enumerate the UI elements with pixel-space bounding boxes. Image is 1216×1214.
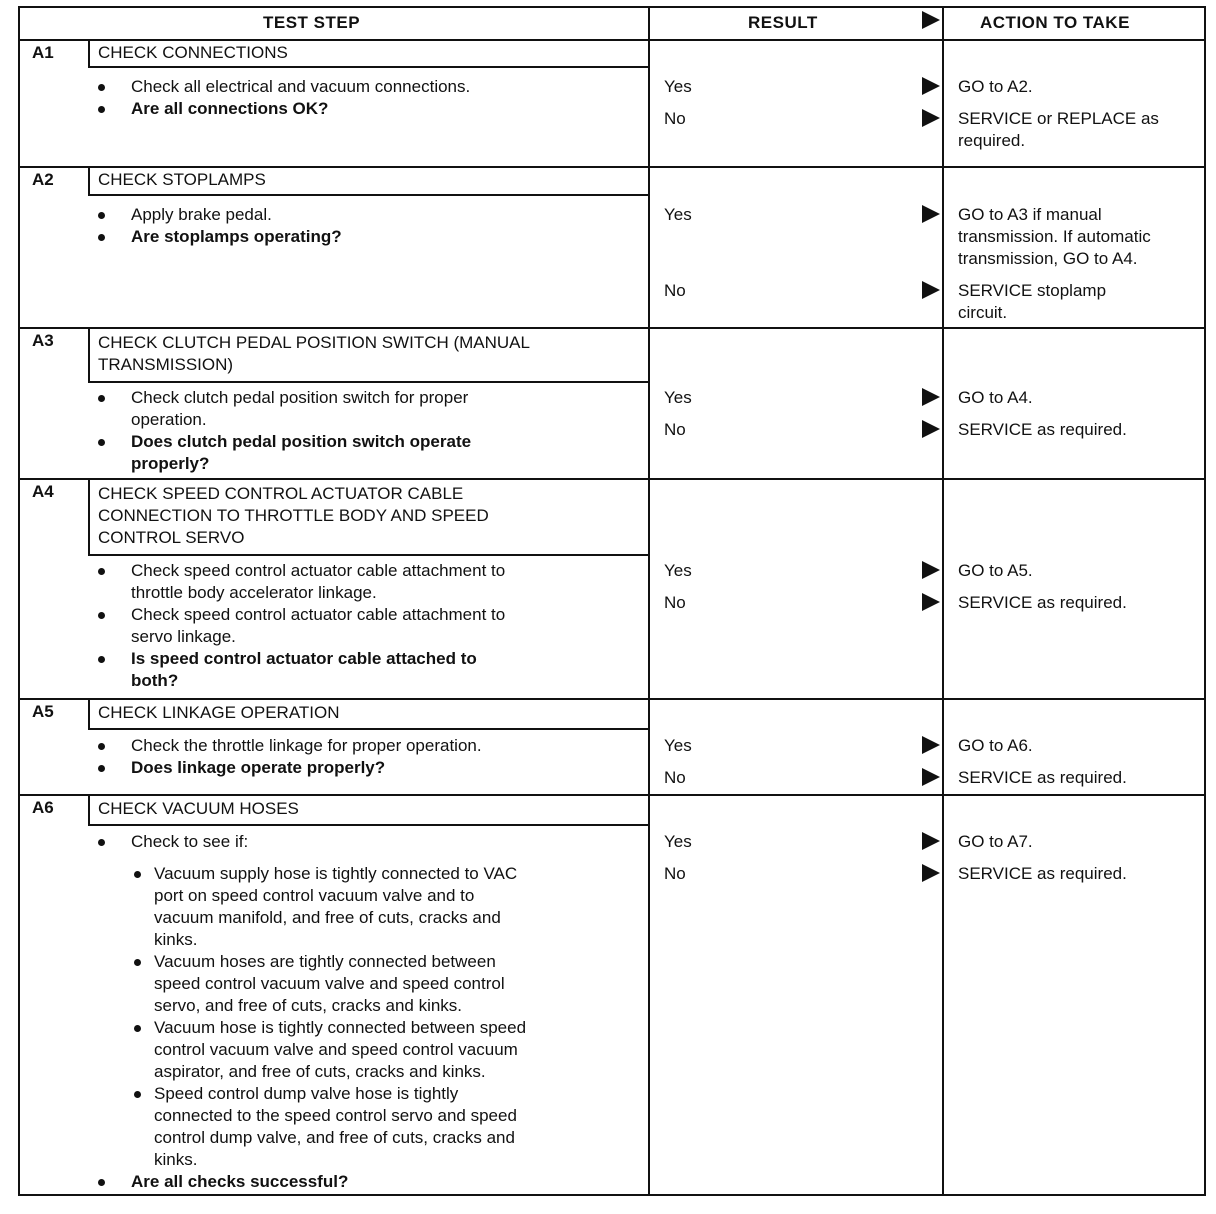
step-id-divider: [88, 39, 90, 66]
step-title: CHECK VACUUM HOSES: [98, 799, 299, 818]
result-label: No: [664, 768, 686, 787]
step-id: A4: [32, 482, 54, 501]
action-column-divider: [942, 6, 944, 1196]
step-separator: [18, 327, 1206, 329]
header-result: RESULT: [748, 13, 818, 32]
bullet-text: Are all connections OK?: [131, 99, 329, 118]
bullet-text: Is speed control actuator cable attached to: [131, 649, 477, 668]
bullet-icon: [134, 1025, 141, 1032]
step-id-divider: [88, 698, 90, 728]
bullet-text: kinks.: [154, 1150, 198, 1169]
result-arrow-icon: [922, 768, 940, 786]
result-arrow-icon: [922, 561, 940, 579]
bullet-icon: [98, 212, 105, 219]
action-text: GO to A3 if manual: [958, 205, 1102, 224]
bullet-icon: [98, 743, 105, 750]
bullet-text: Speed control dump valve hose is tightly: [154, 1084, 459, 1103]
action-text: SERVICE or REPLACE as: [958, 109, 1159, 128]
result-label: Yes: [664, 832, 692, 851]
action-text: transmission. If automatic: [958, 227, 1151, 246]
action-text: SERVICE as required.: [958, 420, 1127, 439]
bullet-text: Are all checks successful?: [131, 1172, 349, 1191]
bullet-icon: [98, 84, 105, 91]
result-arrow-icon: [922, 281, 940, 299]
bullet-text: properly?: [131, 454, 210, 473]
bullet-text: aspirator, and free of cuts, cracks and kinks.: [154, 1062, 486, 1081]
result-arrow-icon: [922, 864, 940, 882]
step-title: CONNECTION TO THROTTLE BODY AND SPEED: [98, 506, 489, 525]
bullet-text: Check all electrical and vacuum connections.: [131, 77, 471, 96]
action-text: SERVICE as required.: [958, 864, 1127, 883]
bullet-text: Apply brake pedal.: [131, 205, 272, 224]
bullet-text: servo linkage.: [131, 627, 236, 646]
step-id: A5: [32, 702, 54, 721]
step-id-divider: [88, 327, 90, 381]
step-title-underline: [88, 194, 648, 196]
result-label: Yes: [664, 388, 692, 407]
action-text: GO to A5.: [958, 561, 1033, 580]
action-text: GO to A2.: [958, 77, 1033, 96]
result-arrow-icon: [922, 77, 940, 95]
bullet-text: Check the throttle linkage for proper operation.: [131, 736, 482, 755]
bullet-text: Vacuum supply hose is tightly connected to VAC: [154, 864, 518, 883]
bullet-text: Check to see if:: [131, 832, 249, 851]
result-label: No: [664, 281, 686, 300]
bullet-text: operation.: [131, 410, 207, 429]
top-border: [18, 6, 1206, 8]
bullet-text: servo, and free of cuts, cracks and kinks.: [154, 996, 463, 1015]
result-arrow-icon: [922, 832, 940, 850]
bullet-icon: [98, 839, 105, 846]
action-text: SERVICE stoplamp: [958, 281, 1107, 300]
result-column-divider: [648, 6, 650, 1196]
bullet-text: control vacuum valve and speed control vacuum: [154, 1040, 518, 1059]
step-title: CHECK LINKAGE OPERATION: [98, 703, 340, 722]
result-arrow-icon: [922, 420, 940, 438]
step-id-divider: [88, 166, 90, 194]
bullet-text: port on speed control vacuum valve and to: [154, 886, 475, 905]
bullet-icon: [98, 1179, 105, 1186]
diagnostic-table: [18, 6, 1208, 1198]
bullet-text: throttle body accelerator linkage.: [131, 583, 377, 602]
step-title: CHECK SPEED CONTROL ACTUATOR CABLE: [98, 484, 464, 503]
action-text: required.: [958, 131, 1026, 150]
step-separator: [18, 478, 1206, 480]
step-id: A1: [32, 43, 54, 62]
bullet-icon: [134, 1091, 141, 1098]
header-action: ACTION TO TAKE: [980, 13, 1130, 32]
bullet-icon: [98, 656, 105, 663]
action-text: GO to A4.: [958, 388, 1033, 407]
result-arrow-icon: [922, 736, 940, 754]
result-label: No: [664, 420, 686, 439]
bullet-text: Does clutch pedal position switch operate: [131, 432, 472, 451]
action-text: SERVICE as required.: [958, 593, 1127, 612]
result-label: Yes: [664, 736, 692, 755]
bullet-text: control dump valve, and free of cuts, cracks and: [154, 1128, 515, 1147]
result-arrow-icon: [922, 109, 940, 127]
bullet-icon: [98, 612, 105, 619]
bullet-text: Vacuum hoses are tightly connected between: [154, 952, 496, 971]
result-label: No: [664, 109, 686, 128]
bullet-text: connected to the speed control servo and speed: [154, 1106, 517, 1125]
bullet-text: Check speed control actuator cable attachment to: [131, 605, 506, 624]
bullet-icon: [98, 106, 105, 113]
step-id: A6: [32, 798, 54, 817]
step-id: A3: [32, 331, 54, 350]
right-border: [1204, 6, 1206, 1196]
bullet-text: vacuum manifold, and free of cuts, cracks and: [154, 908, 501, 927]
action-text: GO to A6.: [958, 736, 1033, 755]
bullet-icon: [98, 234, 105, 241]
step-separator: [18, 794, 1206, 796]
step-title-underline: [88, 554, 648, 556]
bottom-border: [18, 1194, 1206, 1196]
action-text: SERVICE as required.: [958, 768, 1127, 787]
bullet-icon: [98, 765, 105, 772]
bullet-icon: [134, 871, 141, 878]
result-arrow-icon: [922, 593, 940, 611]
result-label: Yes: [664, 561, 692, 580]
step-title: CONTROL SERVO: [98, 528, 245, 547]
result-label: Yes: [664, 205, 692, 224]
bullet-text: Check speed control actuator cable attachment to: [131, 561, 506, 580]
action-text: GO to A7.: [958, 832, 1033, 851]
bullet-icon: [134, 959, 141, 966]
result-label: No: [664, 593, 686, 612]
left-border: [18, 6, 20, 1196]
result-arrow-icon: [922, 205, 940, 223]
result-label: No: [664, 864, 686, 883]
bullet-text: speed control vacuum valve and speed control: [154, 974, 505, 993]
bullet-icon: [98, 395, 105, 402]
bullet-text: kinks.: [154, 930, 198, 949]
result-arrow-icon: [922, 388, 940, 406]
bullet-text: Vacuum hose is tightly connected between speed: [154, 1018, 527, 1037]
step-title-underline: [88, 381, 648, 383]
step-title-underline: [88, 728, 648, 730]
step-id: A2: [32, 170, 54, 189]
header-test-step: TEST STEP: [263, 13, 361, 32]
step-separator: [18, 166, 1206, 168]
action-text: transmission, GO to A4.: [958, 249, 1138, 268]
step-title: CHECK CONNECTIONS: [98, 42, 288, 62]
step-id-divider: [88, 478, 90, 554]
bullet-icon: [98, 439, 105, 446]
step-title: CHECK STOPLAMPS: [98, 170, 266, 189]
bullet-text: Does linkage operate properly?: [131, 758, 386, 777]
bullet-text: Are stoplamps operating?: [131, 227, 342, 246]
step-title-underline: [88, 824, 648, 826]
step-separator: [18, 698, 1206, 700]
result-label: Yes: [664, 77, 692, 96]
bullet-icon: [98, 568, 105, 575]
step-title: CHECK CLUTCH PEDAL POSITION SWITCH (MANUAL: [98, 333, 530, 352]
step-title-underline: [88, 66, 648, 68]
action-text: circuit.: [958, 303, 1008, 322]
header-arrow-icon: [922, 11, 940, 29]
step-title: TRANSMISSION): [98, 355, 234, 374]
bullet-text: Check clutch pedal position switch for proper: [131, 388, 469, 407]
bullet-text: both?: [131, 671, 179, 690]
step-id-divider: [88, 794, 90, 824]
